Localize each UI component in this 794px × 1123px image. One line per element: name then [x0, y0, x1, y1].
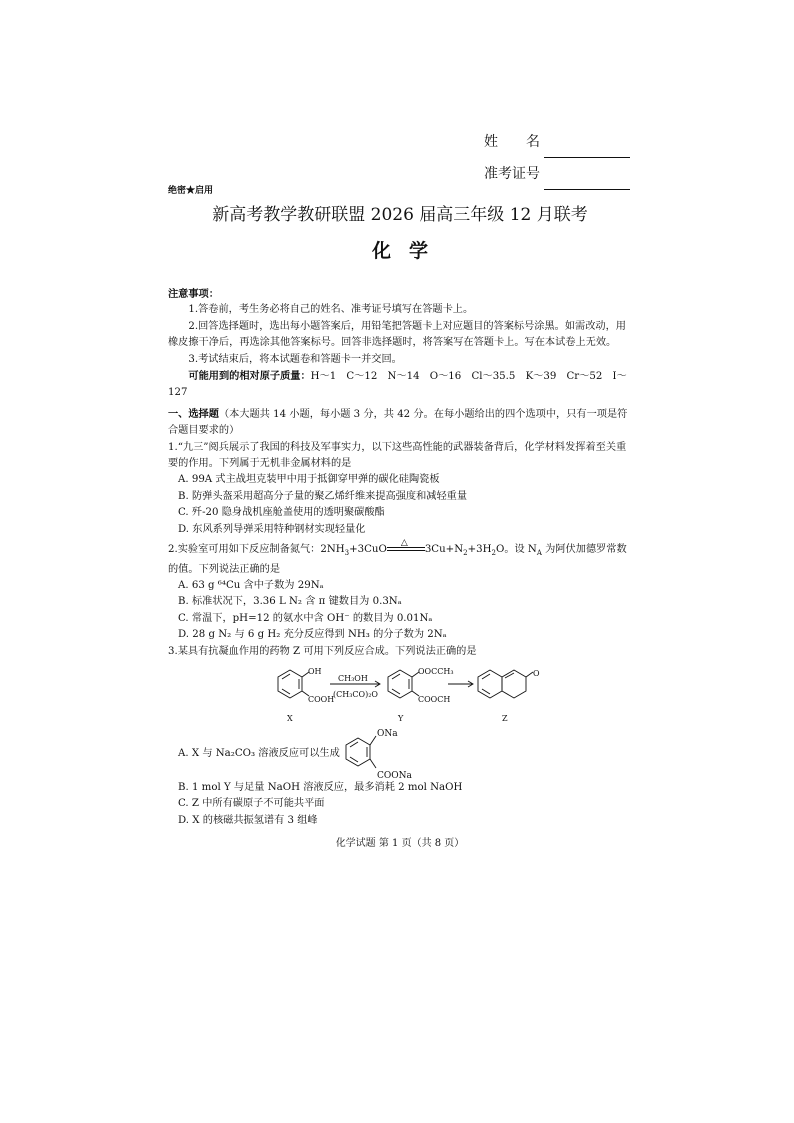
q2-option-a: A. 63 g ⁶⁴Cu 含中子数为 29Nₐ [178, 579, 324, 591]
exam-title: 新高考教学教研联盟 2026 届高三年级 12 月联考 [212, 205, 588, 225]
y-label: Y [398, 713, 404, 723]
q2-option-d: D. 28 g N₂ 与 6 g H₂ 充分反应得到 NH₃ 的分子数为 2Nₐ [178, 629, 447, 641]
atomic-masses: 可能用到的相对原子质量：H～1 C～12 N～14 O～16 Cl～35.5 K～39 Cr～52 I～127 [168, 370, 627, 399]
page-footer: 化学试题 第 1 页（共 8 页） [335, 838, 465, 849]
x-label: X [287, 713, 293, 723]
exam-body [168, 286, 630, 829]
heat-equals-sign [387, 538, 425, 554]
heat-triangle-icon: △ [400, 538, 408, 549]
q1-option-b: B. 防弹头盔采用超高分子量的聚乙烯纤维来提高强度和减轻重量 [178, 490, 468, 502]
q3-stem: 3.某具有抗凝血作用的药物 Z 可用下列反应合成。下列说法正确的是 [168, 645, 477, 657]
q1-option-a: A. 99A 式主战坦克装甲中用于抵御穿甲弹的碳化硅陶瓷板 [178, 474, 440, 486]
note-2: 2.回答选择题时，选出每小题答案后，用铅笔把答题卡上对应题目的答案标号涂黑。如需改动，用橡皮擦干净后，再选涂其他答案标号。回答非选择题时，将答案写在答题卡上。写在本试卷上无效。 [168, 320, 626, 349]
note-1: 1.答卷前，考生务必将自己的姓名、准考证号填写在答题卡上。 [188, 304, 474, 316]
q3-option-d: D. X 的核磁共振氢谱有 3 组峰 [178, 814, 318, 826]
name-blank[interactable] [544, 139, 630, 158]
notes-heading: 注意事项： [168, 288, 219, 300]
id-field[interactable]: 准考证号 [484, 158, 630, 190]
id-blank[interactable] [544, 171, 630, 190]
q1-option-d: D. 东风系列导弹采用特种钢材实现轻量化 [178, 523, 366, 535]
z-lactone-ring [502, 670, 526, 698]
q1-option-c: C. 歼-20 隐身战机座舱盖使用的透明聚碳酸酯 [178, 507, 385, 519]
candidate-fields [484, 126, 630, 190]
q2-option-c: C. 常温下，pH=12 的氨水中含 OH⁻ 的数目为 0.01Nₐ [178, 612, 433, 624]
q3-option-c: C. Z 中所有碳原子不可能共平面 [178, 798, 325, 810]
subject-title: 化学 [371, 240, 446, 262]
q3-option-b: B. 1 mol Y 与足量 NaOH 溶液反应，最多消耗 2 mol NaOH [178, 781, 463, 793]
name-field[interactable]: 姓 名 [484, 126, 630, 158]
note-3: 3.考试结束后，将本试题卷和答题卡一并交回。 [188, 353, 402, 365]
q2-option-b: B. 标准状况下，3.36 L N₂ 含 π 键数目为 0.3Nₐ [178, 596, 402, 608]
q3-option-a: A. X 与 Na₂CO₃ 溶液反应可以生成 ONa COONa [168, 726, 630, 780]
reaction-scheme: OH COOH CH₃OH (CH₃CO)₂O OOCCH₃ COOCH O X Y Z [168, 662, 630, 724]
secret-mark: 绝密★启用 [168, 186, 214, 196]
z-label: Z [502, 713, 508, 723]
q2-stem: 2.实验室可用如下反应制备氮气：$2NH_3+3CuO$ △ $3Cu+N_2+3H_2O$。设 $N_A$ 为阿伏加德罗常数的值。下列说法正确的是 [168, 542, 630, 578]
q1-stem: 1.“九三”阅兵展示了我国的科技及军事实力，以下这些高性能的武器装备背后，化学材料发挥着至关重要的作用。下列属于无机非金属材料的是 [168, 441, 627, 470]
section-heading: 一、选择题（本大题共 14 小题，每小题 3 分，共 42 分。在每小题给出的四个选项中，只有一项是符合题目要求的） [168, 407, 628, 437]
